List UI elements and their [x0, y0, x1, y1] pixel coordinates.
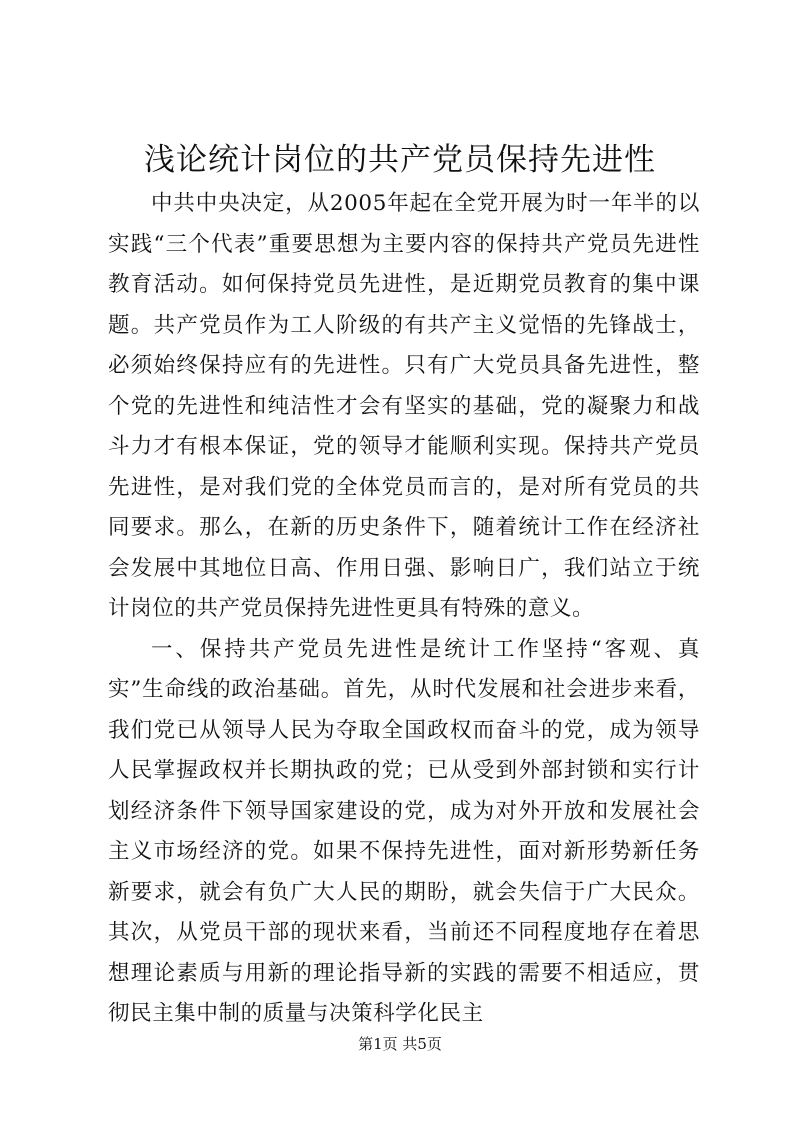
document-body [108, 184, 700, 1035]
paragraph-section-one: 一、保持共产党员先进性是统计工作坚持“客观、真实”生命线的政治基础。首先，从时代发展和社会进步来看，我们党已从领导人民为夺取全国政权而奋斗的党，成为领导人民掌握政权并长期执政的党；已从受到外部封锁和实行计划经济条件下领导国家建设的党，成为对外开放和发展社会主义市场经济的党。如果不保持先进性，面对新形势新任务新要求，就会有负广大人民的期盼，就会失信于广大民众。其次，从党员干部的现状来看，当前还不同程度地存在着思想理论素质与用新的理论指导新的实践的需要不相适应，贯彻民主集中制的质量与决策科学化民主 [108, 636, 700, 1026]
document-title: 浅论统计岗位的共产党员保持先进性 [144, 142, 656, 178]
page-footer: 第1页 共5页 [358, 1035, 442, 1053]
paragraph-intro: 中共中央决定，从2005年起在全党开展为时一年半的以实践“三个代表”重要思想为主要内容的保持共产党员先进性教育活动。如何保持党员先进性，是近期党员教育的集中课题。共产党员作为工人阶级的有共产主义觉悟的先锋战士，必须始终保持应有的先进性。只有广大党员具备先进性，整个党的先进性和纯洁性才会有坚实的基础，党的凝聚力和战斗力才有根本保证，党的领导才能顺利实现。保持共产党员先进性，是对我们党的全体党员而言的，是对所有党员的共同要求。那么，在新的历史条件下，随着统计工作在经济社会发展中其地位日高、作用日强、影响日广，我们站立于统计岗位的共产党员保持先进性更具有特殊的意义。 [108, 191, 700, 621]
